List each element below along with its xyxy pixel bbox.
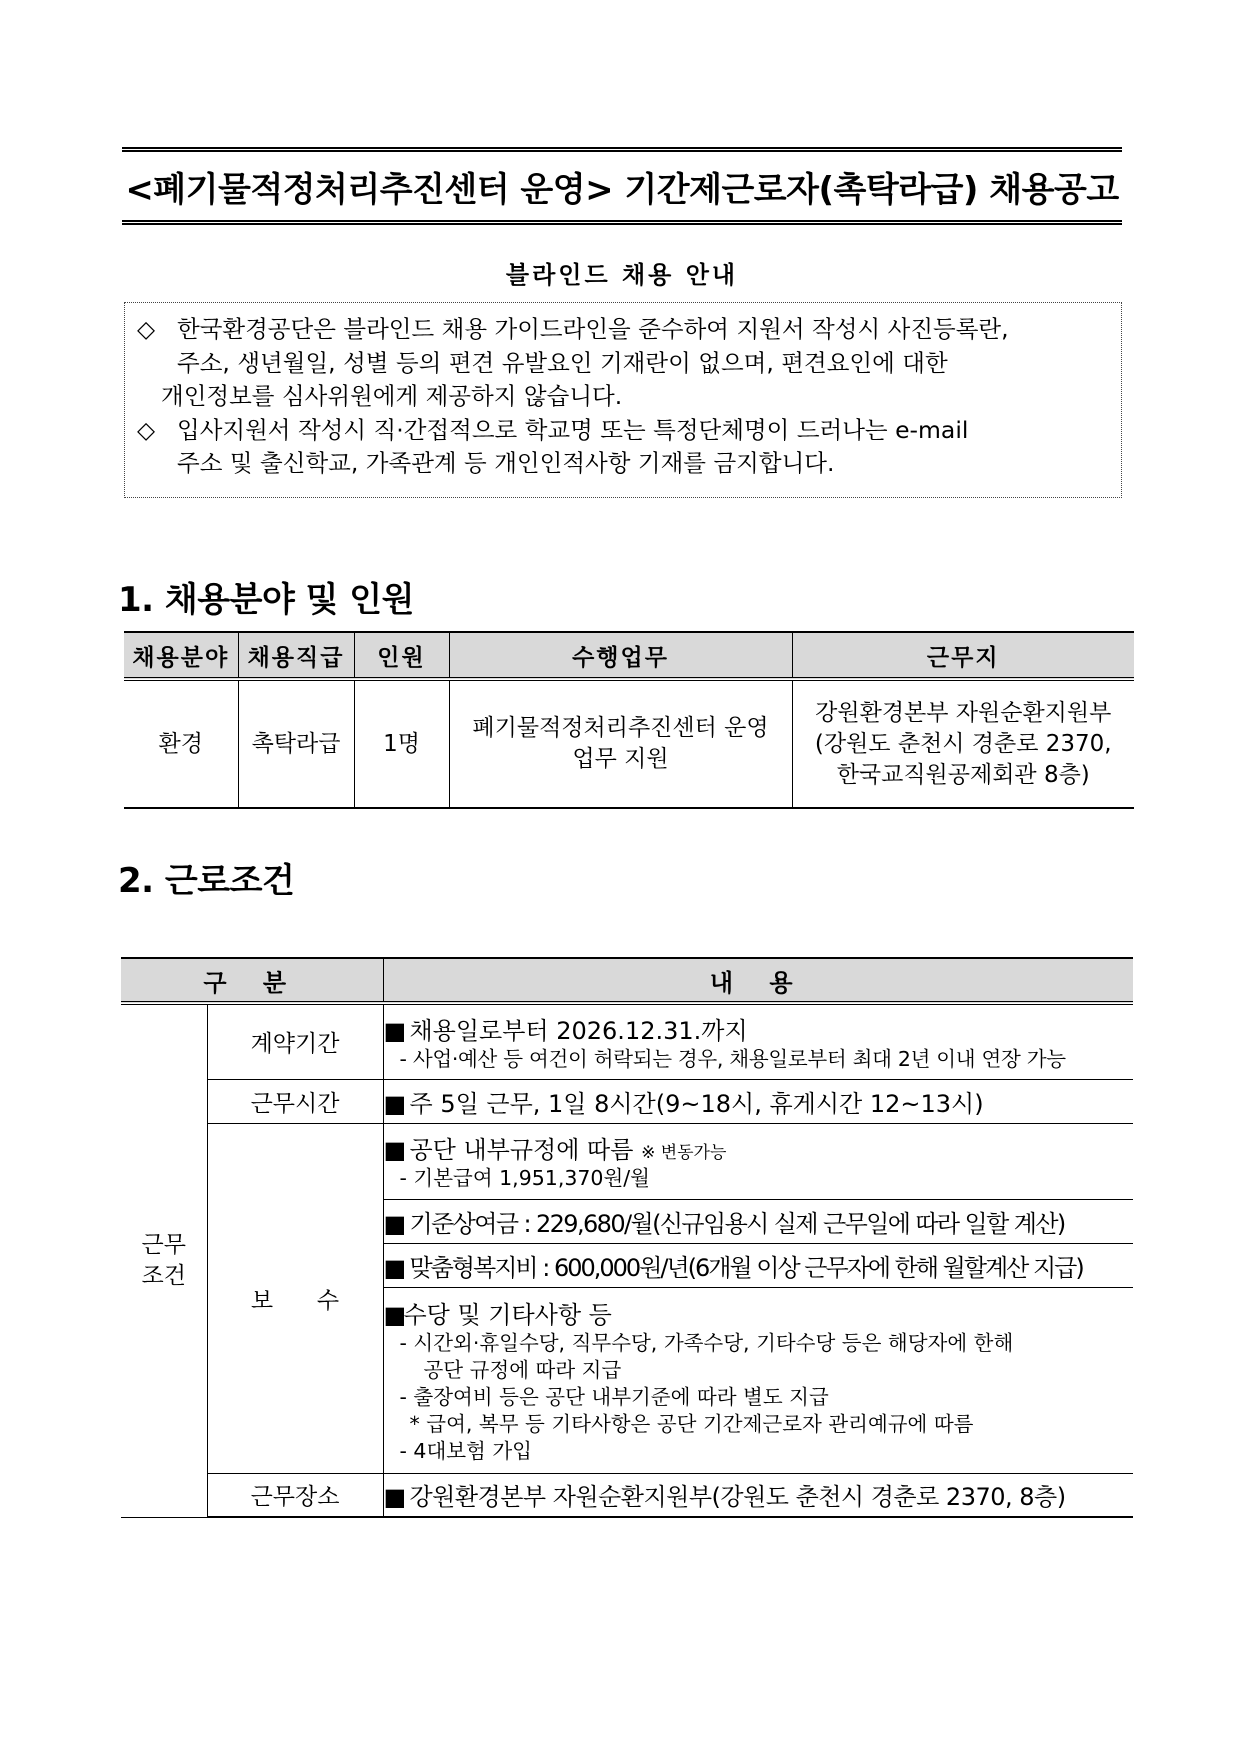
cell-field: 환경 bbox=[124, 679, 238, 808]
cell-place bbox=[792, 679, 1134, 808]
label-hours: 근무시간 bbox=[207, 1079, 383, 1123]
blind-item-2 bbox=[137, 414, 1107, 481]
blind-heading: 블라인드 채용 안내 bbox=[505, 261, 739, 289]
header-field: 채용분야 bbox=[124, 632, 238, 679]
pay-item1-note: ※ 변동가능 bbox=[641, 1143, 727, 1163]
bullet-icon: ■ bbox=[383, 1016, 407, 1045]
duty-line1: 폐기물적정처리추진센터 운영 bbox=[472, 715, 769, 741]
pay-item4-sub5: - 4대보험 가입 bbox=[399, 1439, 532, 1463]
bullet-icon: ■ bbox=[383, 1089, 407, 1118]
page-title: <폐기물적정처리추진센터 운영> 기간제근로자(촉탁라급) 채용공고 bbox=[125, 169, 1119, 210]
duty-line2: 업무 지원 bbox=[572, 746, 669, 772]
diamond-icon: ◇ bbox=[137, 415, 156, 444]
content-pay-4 bbox=[383, 1287, 1133, 1473]
header-place: 근무지 bbox=[792, 632, 1134, 679]
bullet-icon: ■ bbox=[383, 1209, 405, 1238]
content-pay-2 bbox=[383, 1199, 1133, 1243]
bullet-icon: ■ bbox=[383, 1136, 407, 1164]
pay-item4-sub3: - 출장여비 등은 공단 내부기준에 따라 별도 지급 bbox=[399, 1385, 829, 1409]
header-content: 내 용 bbox=[383, 958, 1133, 1003]
cell-count: 1명 bbox=[354, 679, 449, 808]
blind-item-1 bbox=[137, 313, 1107, 380]
blind-p2-line2: 주소 및 출신학교, 가족관계 등 개인인적사항 기재를 금지합니다. bbox=[177, 449, 835, 477]
bullet-icon: ■ bbox=[383, 1301, 407, 1329]
blind-notice-box bbox=[124, 302, 1122, 498]
bullet-icon: ■ bbox=[383, 1253, 405, 1282]
category-line2: 조건 bbox=[141, 1262, 186, 1289]
table-row bbox=[121, 1473, 1133, 1517]
title-box bbox=[122, 147, 1122, 225]
place-line3: 한국교직원공제회관 8층) bbox=[836, 761, 1090, 788]
pay-item1-sub: - 기본급여 1,951,370원/월 bbox=[399, 1166, 650, 1190]
place-line1: 강원환경본부 자원순환지원부 bbox=[815, 699, 1112, 726]
recruitment-table bbox=[124, 631, 1134, 809]
place-main: 강원환경본부 자원순환지원부(강원도 춘천시 경춘로 2370, 8층) bbox=[409, 1483, 1066, 1512]
table-row bbox=[121, 1123, 1133, 1199]
table-row bbox=[121, 1003, 1133, 1079]
category-line1: 근무 bbox=[141, 1231, 186, 1258]
table-row bbox=[124, 679, 1134, 808]
cell-duty bbox=[449, 679, 792, 808]
pay-item4-sub2: 공단 규정에 따라 지급 bbox=[423, 1358, 622, 1382]
table-row bbox=[121, 1079, 1133, 1123]
table-header-row bbox=[121, 958, 1133, 1003]
cell-grade: 촉탁라급 bbox=[238, 679, 354, 808]
hours-main: 주 5일 근무, 1일 8시간(9~18시, 휴게시간 12~13시) bbox=[409, 1089, 984, 1118]
content-place bbox=[383, 1473, 1133, 1517]
contract-sub: - 사업·예산 등 여건이 허락되는 경우, 채용일로부터 최대 2년 이내 연장 가능 bbox=[399, 1046, 1066, 1071]
table-header-row bbox=[124, 632, 1134, 679]
contract-main: 채용일로부터 2026.12.31.까지 bbox=[409, 1016, 748, 1045]
blind-p2-line1: 입사지원서 작성시 직·간접적으로 학교명 또는 특정단체명이 드러나는 e-mail bbox=[177, 415, 969, 444]
place-line2: (강원도 춘천시 경춘로 2370, bbox=[814, 730, 1112, 757]
pay-item3: 맞춤형복지비 : 600,000원/년(6개월 이상 근무자에 한해 월할계산 지급) bbox=[409, 1253, 1083, 1282]
blind-p1-line1: 한국환경공단은 블라인드 채용 가이드라인을 준수하여 지원서 작성시 사진등록란, bbox=[177, 315, 1009, 343]
content-hours bbox=[383, 1079, 1133, 1123]
label-contract: 계약기간 bbox=[207, 1003, 383, 1079]
content-contract bbox=[383, 1003, 1133, 1079]
header-grade: 채용직급 bbox=[238, 632, 354, 679]
bullet-icon: ■ bbox=[383, 1483, 406, 1512]
blind-p1-line2: 주소, 생년월일, 성별 등의 편견 유발요인 기재란이 없으며, 편견요인에 대한 bbox=[177, 348, 948, 377]
section2-title: 2. 근로조건 bbox=[118, 861, 295, 901]
header-category: 구 분 bbox=[121, 958, 383, 1003]
pay-item1-main: 공단 내부규정에 따름 bbox=[409, 1136, 634, 1164]
pay-item4-sub4: * 급여, 복무 등 기타사항은 공단 기간제근로자 관리예규에 따름 bbox=[409, 1412, 974, 1436]
header-duty: 수행업무 bbox=[449, 632, 792, 679]
pay-item2: 기준상여금 : 229,680/월(신규임용시 실제 근무일에 따라 일할 계산) bbox=[409, 1209, 1065, 1238]
diamond-icon: ◇ bbox=[137, 315, 156, 343]
section1-title: 1. 채용분야 및 인원 bbox=[118, 580, 414, 620]
blind-p1-line3: 개인정보를 심사위원에게 제공하지 않습니다. bbox=[161, 382, 623, 410]
pay-item4-main: 수당 및 기타사항 등 bbox=[403, 1301, 612, 1329]
content-pay-1 bbox=[383, 1123, 1133, 1199]
label-pay: 보 수 bbox=[207, 1123, 383, 1473]
content-pay-3 bbox=[383, 1243, 1133, 1287]
category-cell bbox=[121, 1003, 207, 1517]
pay-item4-sub1: - 시간외·휴일수당, 직무수당, 가족수당, 기타수당 등은 해당자에 한해 bbox=[399, 1331, 1014, 1355]
label-place: 근무장소 bbox=[207, 1473, 383, 1517]
conditions-table bbox=[121, 957, 1133, 1518]
header-count: 인원 bbox=[354, 632, 449, 679]
